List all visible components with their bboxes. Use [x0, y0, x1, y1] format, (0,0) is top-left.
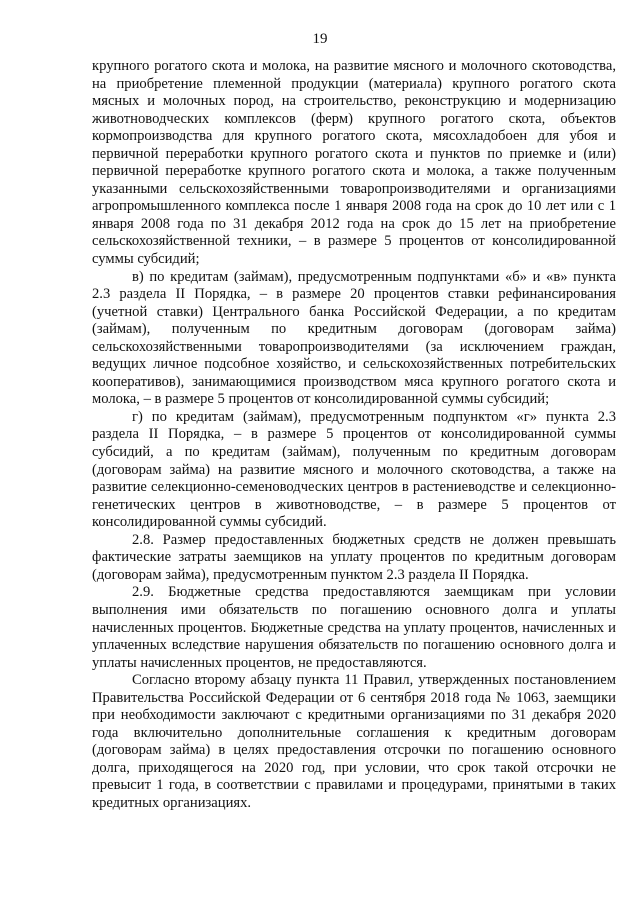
- paragraph: г) по кредитам (займам), предусмотренным подпунктом «г» пункта 2.3 раздела II Порядка, – в размере 5 процентов от консолидированной суммы субсидий, а по кредитам (займам), полученным по кредитным договорам (договорам займа) на развитие мясного и молочного скотоводства, а также на развитие селекционно-семеноводческих центров в растениеводстве и селекционно-генетических центров в животноводстве, – в размере 5 процентов от консолидированной суммы субсидий.: [92, 408, 616, 531]
- paragraph: в) по кредитам (займам), предусмотренным подпунктами «б» и «в» пункта 2.3 раздела II Порядка, – в размере 20 процентов ставки рефинансирования (учетной ставки) Центрального банка Российской Федерации, а по кредитам (займам), полученным по кредитным договорам (договорам займа) сельскохозяйственными товаропроизводителями (за исключением граждан, ведущих личное подсобное хозяйство, и сельскохозяйственных потребительских кооперативов), занимающимися производством мяса крупного рогатого скота и молока, – в размере 5 процентов от консолидированной суммы субсидий;: [92, 268, 616, 408]
- paragraph: 2.9. Бюджетные средства предоставляются заемщикам при условии выполнения ими обязательств по погашению основного долга и уплаты начисленных процентов. Бюджетные средства на уплату процентов, начисленных и уплаченных вследствие нарушения обязательств по погашению основного долга и уплаты начисленных процентов, не предоставляются.: [92, 584, 616, 671]
- document-body: [92, 58, 616, 813]
- paragraph: 2.8. Размер предоставленных бюджетных средств не должен превышать фактические затраты заемщиков на уплату процентов по кредитным договорам (договорам займа), предусмотренным пунктом 2.3 раздела II Порядка.: [92, 531, 616, 583]
- page-number: 19: [312, 31, 328, 47]
- paragraph: Согласно второму абзацу пункта 11 Правил, утвержденных постановлением Правительства Российской Федерации от 6 сентября 2018 года № 1063, заемщики при необходимости заключают с кредитными организациями по 31 декабря 2020 года включительно дополнительные соглашения к кредитным договорам (договорам займа) в целях предоставления отсрочки по погашению основного долга, приходящегося на 2020 год, при условии, что срок такой отсрочки не превысит 1 года, в соответствии с правилами и процедурами, принятыми в таких кредитных организациях.: [92, 672, 616, 811]
- paragraph: крупного рогатого скота и молока, на развитие мясного и молочного скотоводства, на приобретение племенной продукции (материала) крупного рогатого скота мясных и молочных пород, на строительство, реконструкцию и модернизацию животноводческих комплексов (ферм) крупного рогатого скота, объектов кормопроизводства для крупного рогатого скота, мясохладобоен для убоя и первичной переработки крупного рогатого скота и пунктов по приемке и (или) первичной переработке крупного рогатого скота и молока, а также полученным указанными сельскохозяйственными товаропроизводителями и организациями агропромышленного комплекса после 1 января 2008 года на срок до 10 лет или с 1 января 2008 года по 31 декабря 2012 года на срок до 15 лет на приобретение сельскохозяйственной техники, – в размере 5 процентов от консолидированной суммы субсидий;: [92, 58, 616, 268]
